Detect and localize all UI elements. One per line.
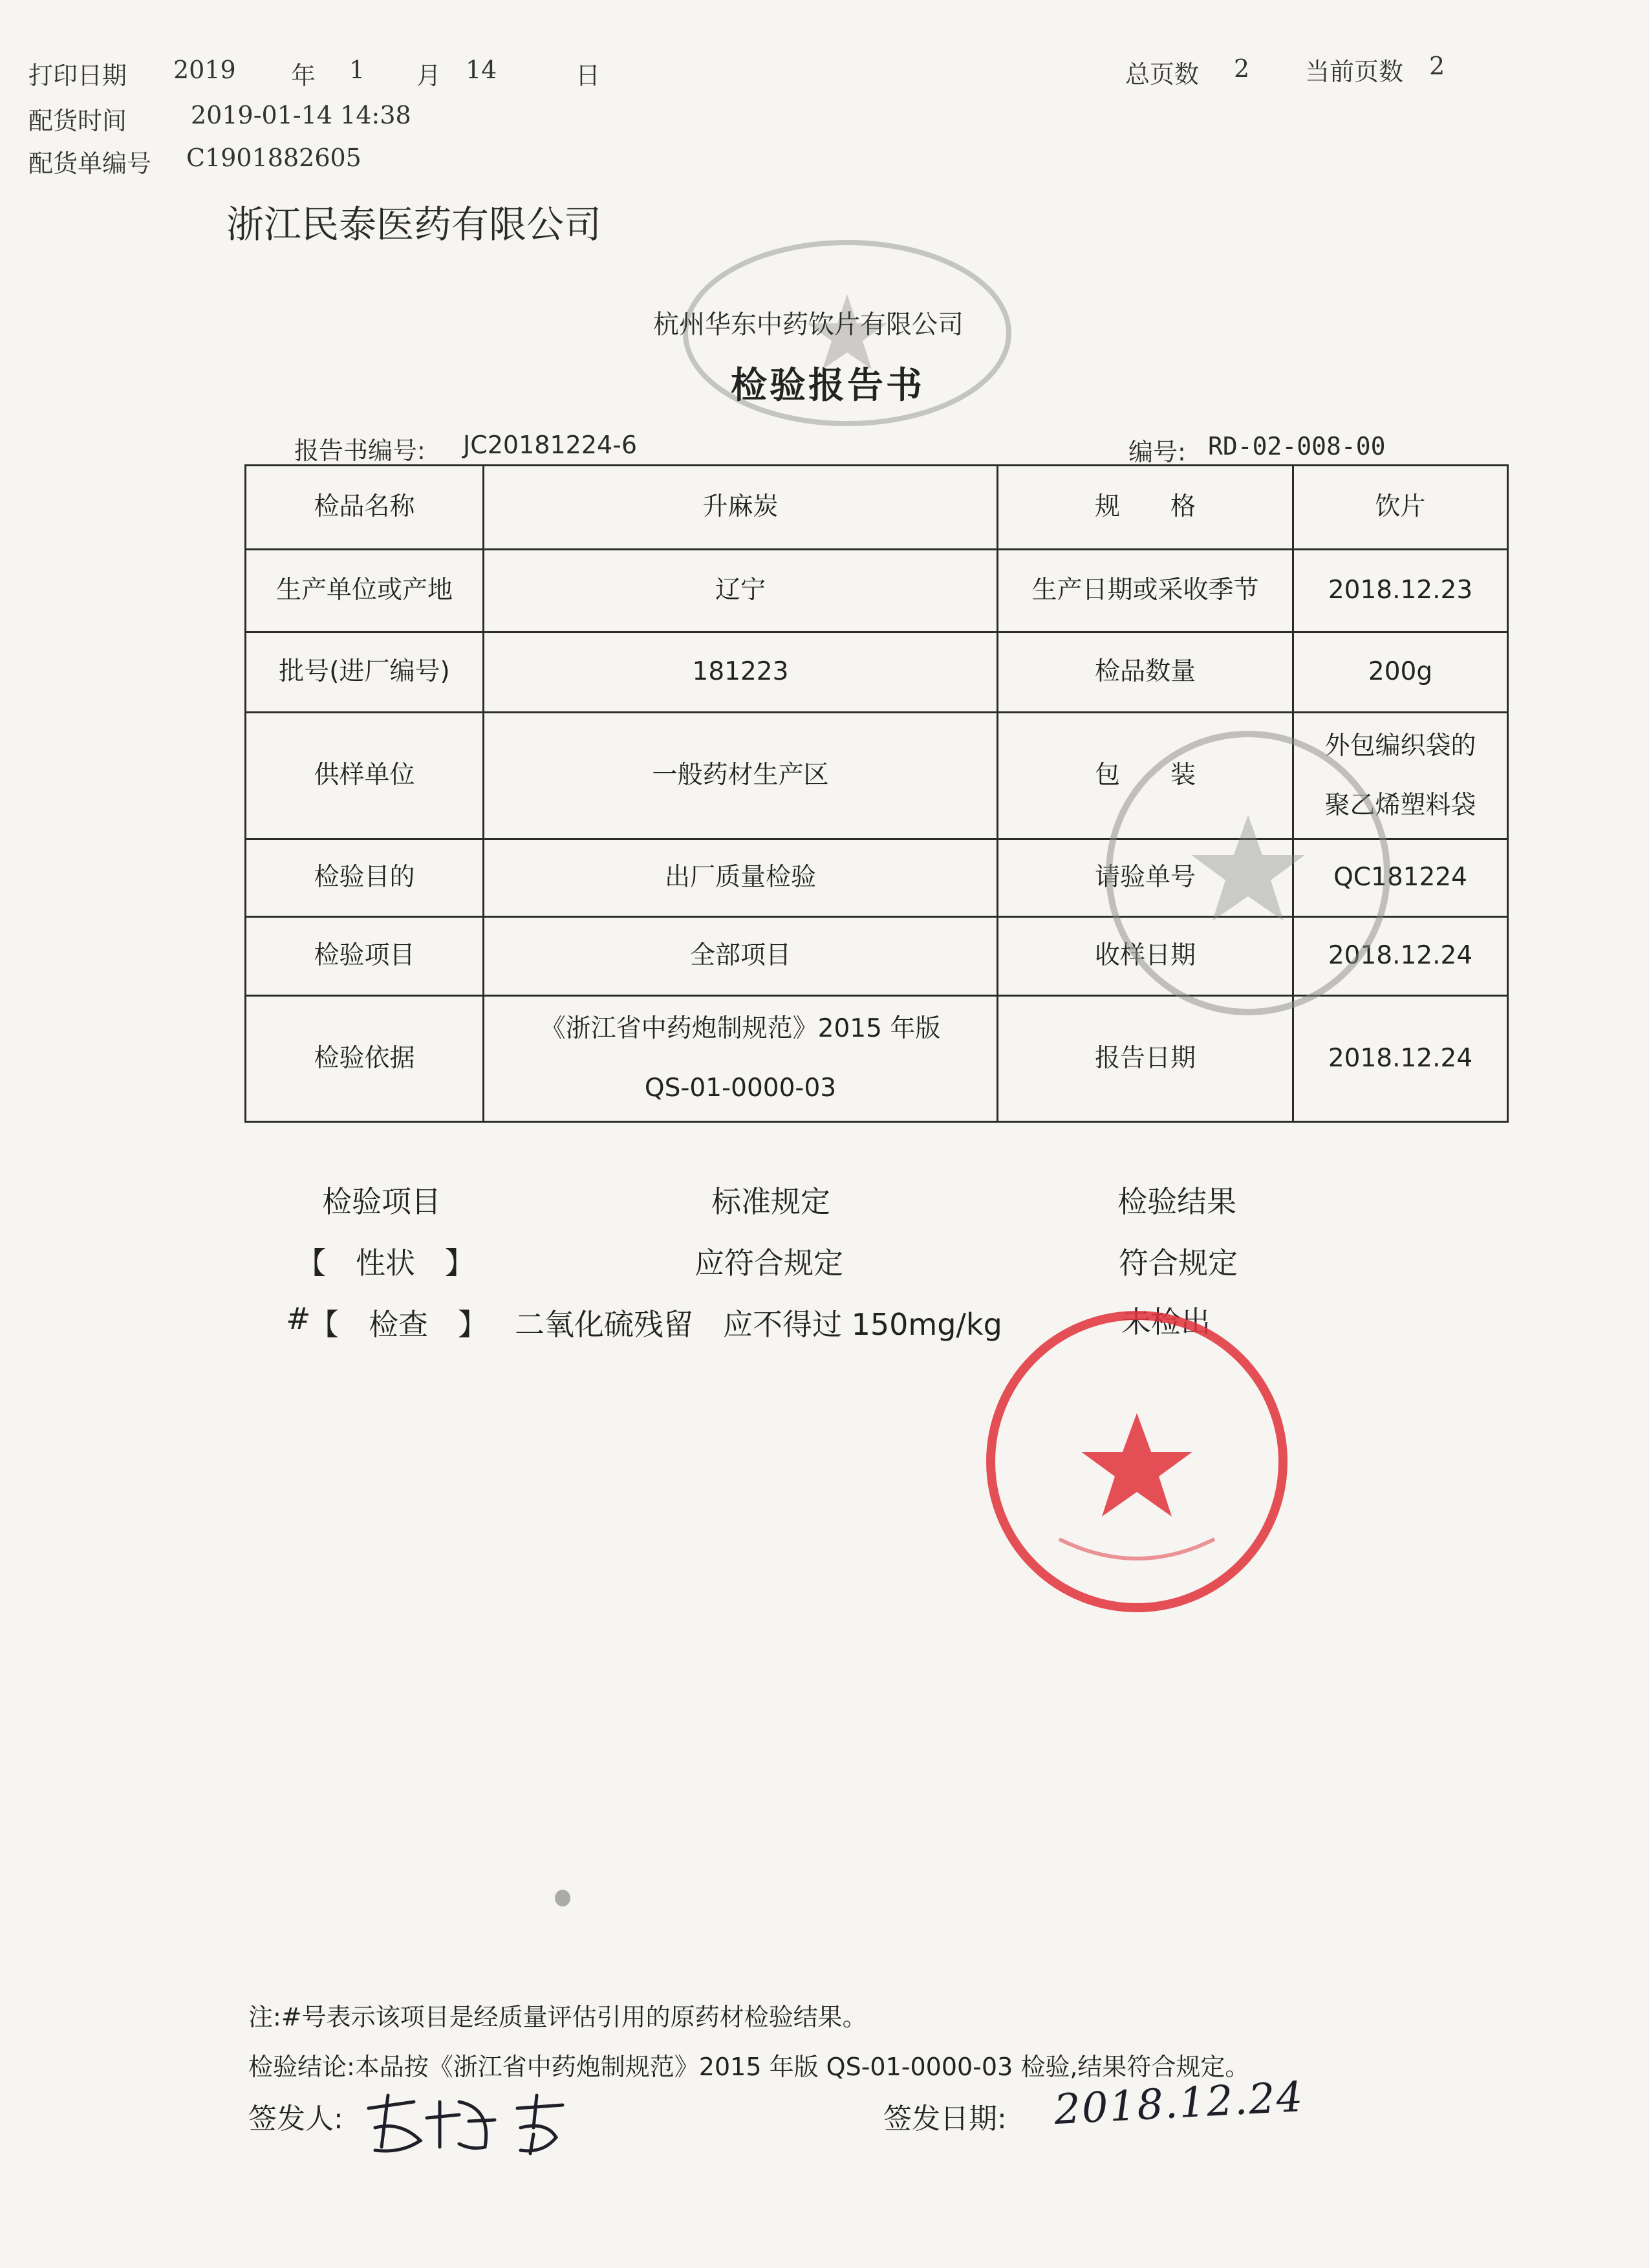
package-label: 包 装 xyxy=(998,713,1293,839)
request-no: QC181224 xyxy=(1293,839,1508,917)
result-row2-item: 【 检查 】 xyxy=(309,1307,488,1342)
delivery-time-label: 配货时间 xyxy=(28,107,127,135)
items: 全部项目 xyxy=(484,917,998,996)
result-row1-standard: 应符合规定 xyxy=(695,1246,843,1280)
issue-date-label: 签发日期: xyxy=(883,2102,1007,2135)
doc-title: 检验报告书 xyxy=(731,365,925,407)
customer-company: 浙江民泰医药有限公司 xyxy=(226,202,602,246)
delivery-no: C1901882605 xyxy=(186,144,361,172)
issuer-label: 签发人: xyxy=(248,2102,343,2135)
result-row2-prefix: # xyxy=(286,1301,311,1336)
request-no-label: 请验单号 xyxy=(998,839,1293,917)
issue-date-handwritten: 2018.12.24 xyxy=(1053,2073,1306,2135)
result-row2-standard: 二氧化硫残留 应不得过 150mg/kg xyxy=(515,1307,1002,1342)
basis-line1: 《浙江省中药炮制规范》2015 年版 xyxy=(540,1014,941,1044)
prod-date: 2018.12.23 xyxy=(1293,550,1508,632)
quantity-label: 检品数量 xyxy=(998,632,1293,713)
issuer-signature xyxy=(362,2082,582,2160)
red-quality-stamp xyxy=(982,1306,1292,1617)
table-row xyxy=(246,550,1508,632)
items-label: 检验项目 xyxy=(246,917,484,996)
day-char: 日 xyxy=(576,61,601,90)
supplier: 一般药材生产区 xyxy=(484,713,998,839)
right-grey-stamp xyxy=(1093,711,1403,1035)
sample-date: 2018.12.24 xyxy=(1293,917,1508,996)
print-day: 14 xyxy=(466,56,497,84)
results-header-item: 检验项目 xyxy=(322,1184,441,1219)
basis-line2: QS-01-0000-03 xyxy=(644,1074,837,1103)
report-no-label: 报告书编号: xyxy=(294,437,426,465)
spec: 饮片 xyxy=(1293,466,1508,550)
year-char: 年 xyxy=(291,61,316,90)
table-row xyxy=(246,466,1508,550)
basis-label: 检验依据 xyxy=(246,996,484,1122)
results-header-standard: 标准规定 xyxy=(711,1184,830,1219)
results-header-result: 检验结果 xyxy=(1117,1184,1236,1219)
report-date-label: 报告日期 xyxy=(998,996,1293,1122)
result-row2-result: 未检出 xyxy=(1121,1304,1211,1339)
product-name-label: 检品名称 xyxy=(246,466,484,550)
table-row xyxy=(246,632,1508,713)
delivery-no-label: 配货单编号 xyxy=(28,149,152,178)
current-page: 2 xyxy=(1429,52,1445,80)
batch: 181223 xyxy=(484,632,998,713)
form-no-label: 编号: xyxy=(1128,438,1186,466)
total-pages: 2 xyxy=(1234,54,1250,83)
origin-label: 生产单位或产地 xyxy=(246,550,484,632)
footer-note: 注:#号表示该项目是经质量评估引用的原药材检验结果。 xyxy=(248,2003,867,2031)
print-year: 2019 xyxy=(173,56,236,84)
spec-label: 规 格 xyxy=(998,466,1293,550)
basis-cell xyxy=(484,996,998,1122)
issuer-company: 杭州华东中药饮片有限公司 xyxy=(653,310,964,340)
origin: 辽宁 xyxy=(484,550,998,632)
report-no: JC20181224-6 xyxy=(463,431,638,459)
delivery-time: 2019-01-14 14:38 xyxy=(191,101,411,129)
quantity: 200g xyxy=(1293,632,1508,713)
print-date-label: 打印日期 xyxy=(28,61,127,90)
purpose-label: 检验目的 xyxy=(246,839,484,917)
report-date: 2018.12.24 xyxy=(1293,996,1508,1122)
batch-label: 批号(进厂编号) xyxy=(246,632,484,713)
result-row1-item: 【 性状 】 xyxy=(296,1246,475,1280)
result-row1-result: 符合规定 xyxy=(1119,1246,1238,1280)
supplier-label: 供样单位 xyxy=(246,713,484,839)
prod-date-label: 生产日期或采收季节 xyxy=(998,550,1293,632)
purpose: 出厂质量检验 xyxy=(484,839,998,917)
footer-conclusion: 检验结论:本品按《浙江省中药炮制规范》2015 年版 QS-01-0000-03 检验,结果符合规定。 xyxy=(248,2053,1250,2081)
paper-speck xyxy=(555,1890,570,1906)
total-pages-label: 总页数 xyxy=(1125,60,1200,89)
month-char: 月 xyxy=(416,61,442,90)
sample-date-label: 收样日期 xyxy=(998,917,1293,996)
current-page-label: 当前页数 xyxy=(1305,58,1404,86)
print-month: 1 xyxy=(349,56,365,84)
product-name: 升麻炭 xyxy=(484,466,998,550)
package-line2: 聚乙烯塑料袋 xyxy=(1324,790,1476,820)
form-no: RD-02-008-00 xyxy=(1208,432,1386,460)
package-line1: 外包编织袋的 xyxy=(1324,731,1476,761)
